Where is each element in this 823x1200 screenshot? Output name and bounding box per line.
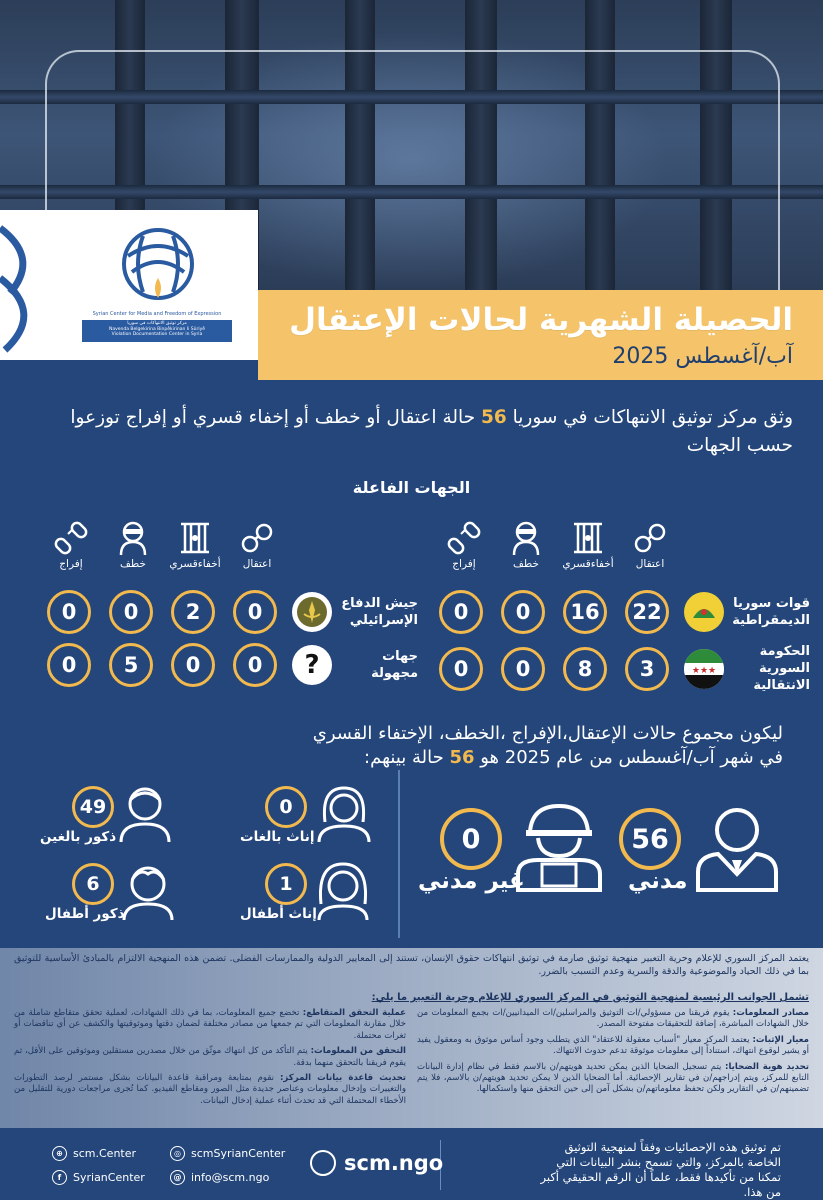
methodology-left-column [14, 1008, 406, 1111]
method-text: يتم تسجيل الضحايا الذين يمكن تحديد هويتهم/ن بالاسم فقط في نظام إدارة البيانات التابع للمركز، ويتم إدراجهم/ن في تقارير الإحصائية. أما الضحايا الذين لا يمكن تحديد هويتهم/ن بالاسم، فلا يتم تضمينهم/ن في التقارير ولكن تحفظ معلوماتهم/ن بشكل آمن إلى حين التحقق منها واستكمالها. [417, 1061, 809, 1095]
svg-text:★★★: ★★★ [691, 665, 717, 676]
adult-male-icon [117, 782, 173, 844]
summary-divider [398, 770, 400, 938]
kidnap-count: 5 [109, 643, 153, 687]
masked-kidnapper-icon [116, 520, 150, 556]
actor-row-idf [38, 590, 418, 634]
girl-icon [313, 858, 373, 922]
arrest-count: 0 [233, 590, 277, 634]
method-term: عملية التحقق المتقاطع: [302, 1008, 406, 1018]
boys-count: 6 [72, 863, 114, 905]
disappearance-count: 16 [563, 590, 607, 634]
idf-emblem-icon [292, 592, 332, 632]
link-website[interactable] [52, 1146, 136, 1161]
logo-name-en: Syrian Center for Media and Freedom of Expression [92, 311, 222, 317]
method-text: يقوم فريقنا من مسؤولي/ات التوثيق والمراسلين/ات الميدانيين/ات بجمع المعلومات من خلال الشهادات المباشرة، إضافة للتحقيقات مفتوحة المصدر. [417, 1008, 809, 1030]
link-text: scmSyrianCenter [191, 1147, 286, 1160]
non-civilian-label: غير مدني [418, 868, 525, 894]
actor-row-transitional-gov [430, 643, 810, 694]
intro-text [33, 404, 793, 460]
brand-text: scm.ngo [344, 1151, 444, 1175]
kidnap-count: 0 [501, 647, 545, 691]
logo-arcs-icon [0, 218, 50, 358]
masked-kidnapper-icon [509, 520, 543, 556]
method-text: يعتمد المركز معيار "أسباب معقولة للاعتقاد" الذي يتطلب وجود أساس موثوق به ومعقول يفيد أو يشير لوقوع انتهاك، استناداً إلى معلومات موثوقة تدعم حدوث الانتهاك. [417, 1034, 809, 1057]
method-term: معيار الإثبات: [752, 1034, 809, 1045]
actor-name: الحكومة السورية الانتقالية [753, 644, 810, 693]
col-label: إفراج [59, 558, 83, 570]
actor-row-sdf [430, 590, 810, 634]
link-instagram[interactable] [170, 1146, 285, 1161]
arrest-count: 22 [625, 590, 669, 634]
adult-females-count: 0 [265, 786, 307, 828]
method-item [14, 1073, 406, 1107]
col-release [433, 520, 495, 570]
link-email[interactable] [170, 1170, 269, 1185]
total-line2-after: حالة بينهم: [364, 747, 450, 768]
disappearance-count: 8 [563, 647, 607, 691]
method-term: مصادر المعلومات: [732, 1008, 809, 1018]
actor-name: جهات مجهولة [371, 649, 418, 681]
method-item [417, 1035, 809, 1058]
question-mark-icon: ? [292, 645, 332, 685]
actor-row-unknown [38, 643, 418, 687]
brand-link[interactable] [310, 1150, 443, 1176]
facebook-icon: f [52, 1170, 67, 1185]
civilian-label: مدني [628, 868, 688, 894]
kidnap-count: 0 [109, 590, 153, 634]
method-text: نقوم بمتابعة ومراقبة قاعدة البيانات بشكل مستمر لرصد التطورات والتغييرات وإدخال معلومات وعناصر جديدة مثل الصور ومقاطع الفيديو. كما تُجرى مراجعات دورية للتقليل من الأخطاء المحتملة التي قد تحدث أثناء عملية إدخال البيانات. [14, 1073, 406, 1106]
intro-after: حالة اعتقال أو خطف أو إخفاء قسري أو إفراج توزعوا حسب الجهات [70, 407, 793, 456]
email-icon: @ [170, 1170, 185, 1185]
methodology-heading: تشمل الجوانب الرئيسية لمنهجية التوثيق في المركز السوري للإعلام وحرية التعبير ما يلي: [371, 992, 809, 1003]
logo-strip-ku: Navenda Belgekirina Binpêkirinan li Sûriyê [108, 326, 205, 332]
broken-chain-icon [54, 520, 88, 556]
prison-bars-icon [571, 520, 605, 556]
release-count: 0 [439, 590, 483, 634]
col-label: إفراج [452, 558, 476, 570]
intro-before: وثق مركز توثيق الانتهاكات في سوريا [506, 407, 793, 428]
method-item [14, 1008, 406, 1042]
release-count: 0 [439, 647, 483, 691]
icon-header-right [433, 520, 681, 570]
disappearance-count: 0 [171, 643, 215, 687]
prison-bars-icon [178, 520, 212, 556]
logo-strip-ar: مركز توثيق الانتهاكات في سوريا [127, 321, 187, 326]
link-text: SyrianCenter [73, 1171, 145, 1184]
release-count: 0 [47, 590, 91, 634]
total-line2-before: في شهر آب/آغسطس من عام 2025 هو [474, 747, 783, 768]
arrest-count: 0 [233, 643, 277, 687]
actor-name: قوات سوريا الديمقراطية [732, 596, 810, 628]
col-disappearance [557, 520, 619, 570]
logo-strip-en: Violation Documentation Center in Syria [111, 332, 203, 337]
page-subtitle: آب/آغسطس 2025 [612, 344, 793, 369]
col-label: اعتقال [242, 558, 272, 570]
method-term: تحديد هوية الضحايا: [725, 1061, 809, 1072]
methodology-panel [0, 948, 823, 1128]
methodology-right-column [417, 1008, 809, 1100]
col-arrest [226, 520, 288, 570]
icon-header-left [40, 520, 288, 570]
total-text [43, 722, 783, 770]
instagram-icon: ◎ [170, 1146, 185, 1161]
disappearance-count: 2 [171, 590, 215, 634]
intro-count: 56 [480, 407, 507, 428]
total-line1: ليكون مجموع حالات الإعتقال،الإفراج ،الخطف، الإختفاء القسري [312, 723, 783, 744]
link-text: scm.Center [73, 1147, 137, 1160]
civilian-man-icon [694, 800, 780, 892]
adult-females-label: إناث بالغات [240, 829, 315, 845]
col-release [40, 520, 102, 570]
kidnap-count: 0 [501, 590, 545, 634]
col-arrest [619, 520, 681, 570]
release-count: 0 [47, 643, 91, 687]
non-civilian-count: 0 [440, 808, 502, 870]
method-text: تخضع جميع المعلومات، بما في ذلك الشهادات، لعملية تحقق متقاطع شاملة من خلال مقارنة المعلومات التي تم جمعها من مصادر مختلفة لضمان دقتها وموثوقيتها والكشف عن أي تناقضات أو ثغرات محتملة. [14, 1008, 406, 1041]
scm-emblem-icon [118, 226, 198, 306]
handcuffs-icon [240, 520, 274, 556]
method-text: يتم التأكد من كل انتهاك موثّق من خلال مصدرين مستقلين وموثوقين على الأقل، ثم يقوم فريقنا بالتحقق منهما بدقة. [14, 1046, 406, 1068]
adult-female-icon [315, 782, 373, 844]
globe-icon: ⊕ [52, 1146, 67, 1161]
col-kidnap [102, 520, 164, 570]
col-label: اعتقال [635, 558, 665, 570]
adult-males-label: ذكور بالغين [40, 829, 117, 845]
civilian-count: 56 [619, 808, 681, 870]
footer-note: تم توثيق هذه الإحصائيات وفقاً لمنهجية التوثيق الخاصة بالمركز، والتي تسمح بنشر البيانات التي تمكنا من تأكيدها فقط، علماً أن الرقم الحقيقي أكبر من هذا. [540, 1140, 781, 1199]
col-label: أخفاءقسري [562, 558, 614, 570]
handcuffs-icon [633, 520, 667, 556]
girls-label: إناث أطفال [240, 906, 317, 922]
col-label: خطف [120, 558, 146, 570]
adult-males-count: 49 [72, 786, 114, 828]
method-term: تحديث قاعدة بيانات المركز: [279, 1073, 406, 1084]
sdf-flag-icon [684, 592, 724, 632]
method-item [417, 1008, 809, 1031]
method-item [14, 1046, 406, 1069]
broken-chain-icon [447, 520, 481, 556]
soldier-icon [512, 798, 606, 892]
logo-strip [82, 320, 232, 342]
arrest-count: 3 [625, 647, 669, 691]
link-facebook[interactable] [52, 1170, 145, 1185]
link-text: info@scm.ngo [191, 1171, 270, 1184]
page-title: الحصيلة الشهرية لحالات الإعتقال [289, 302, 793, 338]
globe-icon [310, 1150, 336, 1176]
syrian-flag-icon [684, 649, 724, 689]
method-item [417, 1062, 809, 1096]
actor-name: جيش الدفاع الإسرائيلي [341, 596, 418, 628]
boy-icon [118, 858, 178, 922]
col-label: أخفاءقسري [169, 558, 221, 570]
methodology-intro: يعتمد المركز السوري للإعلام وحرية التعبير منهجية توثيق صارمة في توثيق انتهاكات حقوق الإنسان، تستند إلى المعايير الدولية والممارسات الفضلى. تضمن هذه المنهجية الالتزام بالمبادئ الأساسية للتوثيق بما في ذلك الحياد والموضوعية والدقة والسرية وعدم التسبب بالضرر. [14, 953, 809, 977]
col-label: خطف [513, 558, 539, 570]
method-term: التحقق من المعلومات: [310, 1046, 406, 1057]
total-count: 56 [449, 747, 475, 768]
girls-count: 1 [265, 863, 307, 905]
col-disappearance [164, 520, 226, 570]
boys-label: ذكور أطفال [45, 906, 125, 922]
section-title: الجهات الفاعلة [352, 478, 471, 497]
col-kidnap [495, 520, 557, 570]
